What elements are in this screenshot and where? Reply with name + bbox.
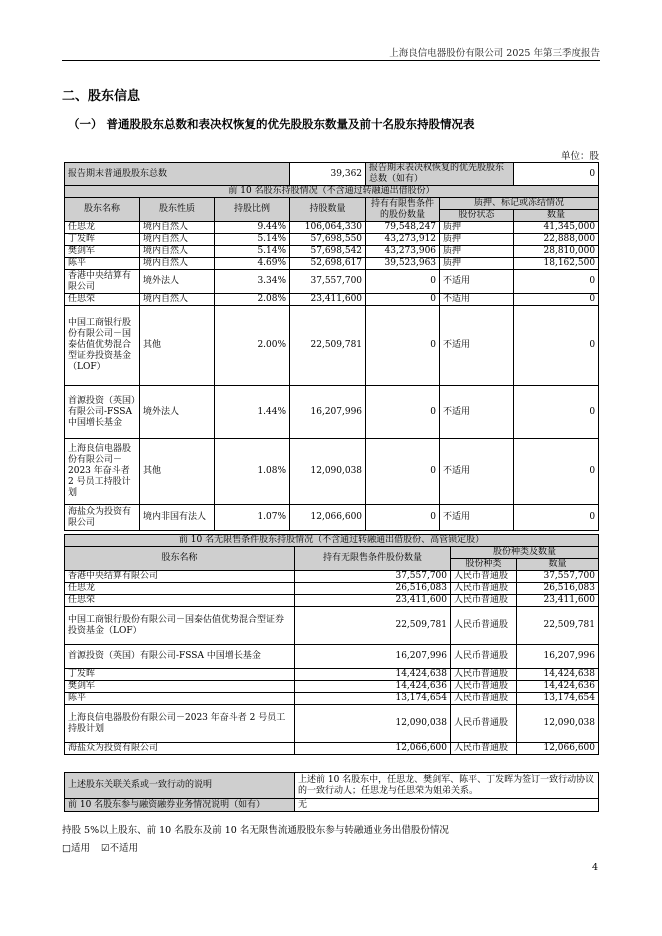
cell-shares: 22,509,781 [290, 306, 366, 386]
header-name: 股东名称 [65, 547, 295, 571]
cell-status: 不适用 [440, 505, 514, 531]
cell-nature: 其他 [140, 306, 215, 386]
cell-name: 陈平 [65, 693, 295, 705]
cell-name: 上海良信电器股份有限公司－2023 年奋斗者 2 号员工持股计划 [65, 705, 295, 743]
cell-share-count: 16,207,996 [517, 645, 599, 669]
lending-note: 持股 5%以上股东、前 10 名股东及前 10 名无限售流通股股东参与转融通业务出借股份情况 [62, 825, 449, 836]
table-row [65, 669, 599, 681]
header-qty: 数量 [514, 210, 599, 222]
cell-ratio: 2.08% [215, 294, 290, 306]
table-row [65, 681, 599, 693]
cell-share-count: 23,411,600 [517, 595, 599, 607]
cell-restricted: 0 [366, 505, 440, 531]
cell-status: 质押 [440, 222, 514, 234]
cell-share-count: 12,066,600 [517, 743, 599, 755]
cell-name: 任思荣 [65, 294, 140, 306]
cell-status: 质押 [440, 258, 514, 270]
cell-restricted: 0 [366, 439, 440, 505]
cell-unrestricted-qty: 13,174,654 [295, 693, 451, 705]
header-pledge-group: 质押、标记或冻结情况 [440, 198, 599, 210]
cell-shares: 12,090,038 [290, 439, 366, 505]
table-row [65, 294, 599, 306]
cell-nature: 境外法人 [140, 386, 215, 439]
cell-qty: 22,888,000 [514, 234, 599, 246]
header-count: 数量 [517, 559, 599, 571]
cell-name: 任思龙 [65, 583, 295, 595]
option-applicable[interactable]: □适用 [62, 843, 90, 854]
notes-table [64, 772, 599, 812]
cell-unrestricted-qty: 12,066,600 [295, 743, 451, 755]
cell-shares: 23,411,600 [290, 294, 366, 306]
cell-unrestricted-qty: 14,424,636 [295, 681, 451, 693]
cell-nature: 境内自然人 [140, 234, 215, 246]
cell-shares: 12,066,600 [290, 505, 366, 531]
table-row [65, 222, 599, 234]
margin-trading-text: 无 [295, 799, 599, 812]
cell-shares: 37,557,700 [290, 270, 366, 294]
cell-restricted: 79,548,247 [366, 222, 440, 234]
cell-restricted: 0 [366, 270, 440, 294]
preferred-holders-label: 报告期末表决权恢复的优先股股东总数（如有） [366, 163, 514, 186]
cell-name: 任思龙 [65, 222, 140, 234]
cell-share-type: 人民币普通股 [451, 743, 517, 755]
cell-qty: 0 [514, 270, 599, 294]
header-nature: 股东性质 [140, 198, 215, 222]
cell-shares: 57,698,550 [290, 234, 366, 246]
cell-share-type: 人民币普通股 [451, 681, 517, 693]
cell-unrestricted-qty: 37,557,700 [295, 571, 451, 583]
cell-share-count: 26,516,083 [517, 583, 599, 595]
cell-qty: 0 [514, 386, 599, 439]
header-status: 股份状态 [440, 210, 514, 222]
table-row [65, 693, 599, 705]
cell-restricted: 39,523,963 [366, 258, 440, 270]
cell-share-count: 14,424,636 [517, 681, 599, 693]
section-title: 二、股东信息 [62, 89, 141, 104]
table-row [65, 743, 599, 755]
table-row [65, 571, 599, 583]
cell-status: 不适用 [440, 439, 514, 505]
cell-share-count: 37,557,700 [517, 571, 599, 583]
common-holders-label: 报告期末普通股股东总数 [65, 163, 290, 186]
cell-unrestricted-qty: 23,411,600 [295, 595, 451, 607]
cell-name: 海盐众为投资有限公司 [65, 743, 295, 755]
margin-trading-label: 前 10 名股东参与融资融券业务情况说明（如有） [65, 799, 295, 812]
header-name: 股东名称 [65, 198, 140, 222]
cell-name: 樊剑军 [65, 681, 295, 693]
relation-label: 上述股东关联关系或一致行动的说明 [65, 773, 295, 799]
unit-label: 单位：股 [560, 151, 599, 162]
table-row [65, 306, 599, 386]
cell-name: 海盐众为投资有限公司 [65, 505, 140, 531]
table-row [65, 607, 599, 645]
cell-ratio: 4.69% [215, 258, 290, 270]
cell-status: 不适用 [440, 306, 514, 386]
cell-share-type: 人民币普通股 [451, 645, 517, 669]
option-not-applicable[interactable]: ☑不适用 [101, 843, 139, 854]
page-number: 4 [591, 862, 598, 873]
cell-qty: 0 [514, 306, 599, 386]
cell-nature: 其他 [140, 439, 215, 505]
common-holders-value: 39,362 [290, 163, 366, 186]
header-unrestricted-qty: 持有无限售条件股份数量 [295, 547, 451, 571]
preferred-holders-value: 0 [514, 163, 599, 186]
cell-nature: 境内自然人 [140, 294, 215, 306]
cell-qty: 0 [514, 439, 599, 505]
cell-restricted: 0 [366, 306, 440, 386]
cell-status: 不适用 [440, 270, 514, 294]
cell-unrestricted-qty: 22,509,781 [295, 607, 451, 645]
cell-restricted: 0 [366, 386, 440, 439]
cell-share-count: 13,174,654 [517, 693, 599, 705]
cell-qty: 18,162,500 [514, 258, 599, 270]
cell-nature: 境外法人 [140, 270, 215, 294]
cell-qty: 0 [514, 505, 599, 531]
cell-name: 丁发晖 [65, 669, 295, 681]
table-row [65, 439, 599, 505]
cell-restricted: 43,273,912 [366, 234, 440, 246]
table-row [65, 595, 599, 607]
cell-share-type: 人民币普通股 [451, 607, 517, 645]
cell-status: 质押 [440, 246, 514, 258]
cell-share-type: 人民币普通股 [451, 595, 517, 607]
cell-ratio: 1.08% [215, 439, 290, 505]
cell-share-type: 人民币普通股 [451, 571, 517, 583]
cell-ratio: 1.44% [215, 386, 290, 439]
unrestricted-shareholders-table [64, 534, 599, 755]
cell-name: 香港中央结算有限公司 [65, 270, 140, 294]
table-row [65, 705, 599, 743]
subsection-title: （一） 普通股股东总数和表决权恢复的优先股股东数量及前十名股东持股情况表 [68, 117, 475, 131]
header-restricted: 持有有限售条件的股份数量 [366, 198, 440, 222]
cell-name: 陈平 [65, 258, 140, 270]
cell-qty: 28,810,000 [514, 246, 599, 258]
cell-name: 中国工商银行股份有限公司－国泰估值优势混合型证券投资基金（LOF） [65, 607, 295, 645]
report-header-title: 上海良信电器股份有限公司 2025 年第三季度报告 [389, 48, 600, 59]
cell-unrestricted-qty: 14,424,638 [295, 669, 451, 681]
cell-name: 樊剑军 [65, 246, 140, 258]
relation-text: 上述前 10 名股东中，任思龙、樊剑军、陈平、丁发晖为签订一致行动协议的一致行动人；任思龙与任思荣为姐弟关系。 [295, 773, 599, 799]
cell-name: 香港中央结算有限公司 [65, 571, 295, 583]
applicability-options [62, 840, 138, 854]
cell-ratio: 5.14% [215, 246, 290, 258]
cell-shares: 16,207,996 [290, 386, 366, 439]
header-ratio: 持股比例 [215, 198, 290, 222]
cell-qty: 41,345,000 [514, 222, 599, 234]
header-shares: 持股数量 [290, 198, 366, 222]
cell-status: 质押 [440, 234, 514, 246]
cell-name: 上海良信电器股份有限公司－2023 年奋斗者 2 号员工持股计划 [65, 439, 140, 505]
cell-unrestricted-qty: 16,207,996 [295, 645, 451, 669]
cell-share-type: 人民币普通股 [451, 669, 517, 681]
cell-unrestricted-qty: 26,516,083 [295, 583, 451, 595]
top10-title: 前 10 名股东持股情况（不含通过转融通出借股份） [65, 186, 599, 198]
cell-ratio: 3.34% [215, 270, 290, 294]
header-divider [62, 60, 600, 61]
header-type-group: 股份种类及数量 [451, 547, 599, 559]
cell-nature: 境内自然人 [140, 258, 215, 270]
cell-name: 任思荣 [65, 595, 295, 607]
cell-shares: 52,698,617 [290, 258, 366, 270]
cell-unrestricted-qty: 12,090,038 [295, 705, 451, 743]
cell-shares: 106,064,330 [290, 222, 366, 234]
cell-nature: 境内自然人 [140, 222, 215, 234]
cell-name: 首源投资（英国）有限公司-FSSA 中国增长基金 [65, 386, 140, 439]
table-row [65, 386, 599, 439]
cell-ratio: 5.14% [215, 234, 290, 246]
header-type: 股份种类 [451, 559, 517, 571]
cell-name: 丁发晖 [65, 234, 140, 246]
table-row [65, 505, 599, 531]
table-row [65, 246, 599, 258]
cell-shares: 57,698,542 [290, 246, 366, 258]
top10-shareholders-table [64, 162, 599, 531]
cell-name: 中国工商银行股份有限公司－国泰估值优势混合型证券投资基金（LOF） [65, 306, 140, 386]
cell-share-type: 人民币普通股 [451, 705, 517, 743]
cell-qty: 0 [514, 294, 599, 306]
summary-row [65, 163, 599, 186]
cell-share-type: 人民币普通股 [451, 583, 517, 595]
cell-nature: 境内自然人 [140, 246, 215, 258]
cell-ratio: 9.44% [215, 222, 290, 234]
cell-share-count: 14,424,638 [517, 669, 599, 681]
cell-restricted: 43,273,906 [366, 246, 440, 258]
cell-status: 不适用 [440, 294, 514, 306]
table-row [65, 258, 599, 270]
cell-share-type: 人民币普通股 [451, 693, 517, 705]
cell-status: 不适用 [440, 386, 514, 439]
cell-ratio: 2.00% [215, 306, 290, 386]
cell-share-count: 22,509,781 [517, 607, 599, 645]
cell-share-count: 12,090,038 [517, 705, 599, 743]
table-row [65, 645, 599, 669]
cell-name: 首源投资（英国）有限公司-FSSA 中国增长基金 [65, 645, 295, 669]
table-row [65, 234, 599, 246]
unrestricted-title: 前 10 名无限售条件股东持股情况（不含通过转融通出借股份、高管锁定股） [65, 535, 599, 547]
cell-ratio: 1.07% [215, 505, 290, 531]
table-row [65, 583, 599, 595]
cell-nature: 境内非国有法人 [140, 505, 215, 531]
cell-restricted: 0 [366, 294, 440, 306]
table-row [65, 270, 599, 294]
